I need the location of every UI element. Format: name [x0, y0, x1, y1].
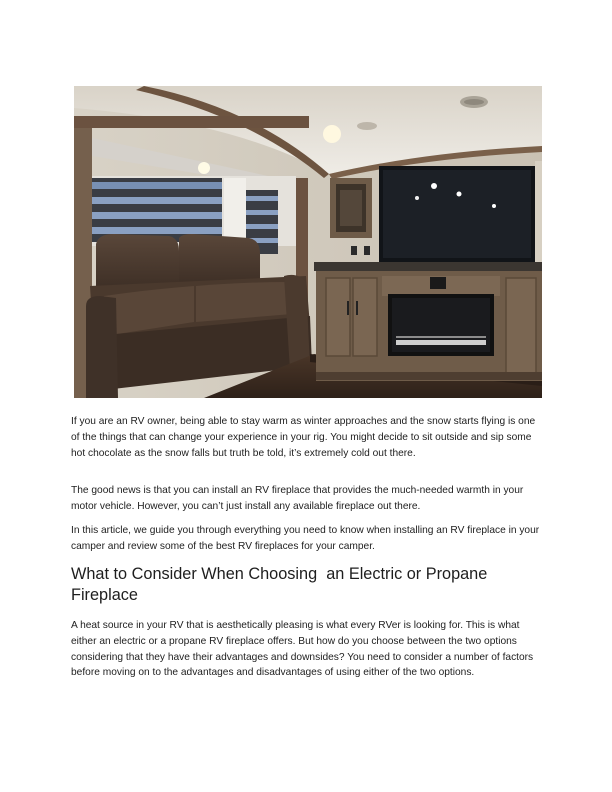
- article-overview-paragraph: In this article, we guide you through everything you need to know when installing an RV fireplace in your camper and review some of the best RV fireplaces for your camper.: [71, 525, 540, 552]
- good-news-paragraph: The good news is that you can install an RV fireplace that provides the much-needed warmth in your motor vehicle. However, you can’t just install any available fireplace out there.: [71, 485, 524, 512]
- intro-paragraph: If you are an RV owner, being able to stay warm as winter approaches and the snow starts flying is one of the things that can change your experience in your rig. You might decide to sit outside and sip some hot chocolate as the snow falls but truth be told, it’s extremely cold out there.: [71, 416, 536, 459]
- section-heading: What to Consider When Choosing an Electric or Propane Fireplace: [71, 565, 492, 604]
- section-paragraph: A heat source in your RV that is aesthetically pleasing is what every RVer is looking for. This is what either an electric or a propane RV fireplace offers. But how do you choose between the two options considering that they have their advantages and downsides? You need to consider a number of factors before moving on to the advantages and disadvantages of using either of the two options.: [71, 620, 534, 679]
- rv-interior-photo: [74, 86, 542, 398]
